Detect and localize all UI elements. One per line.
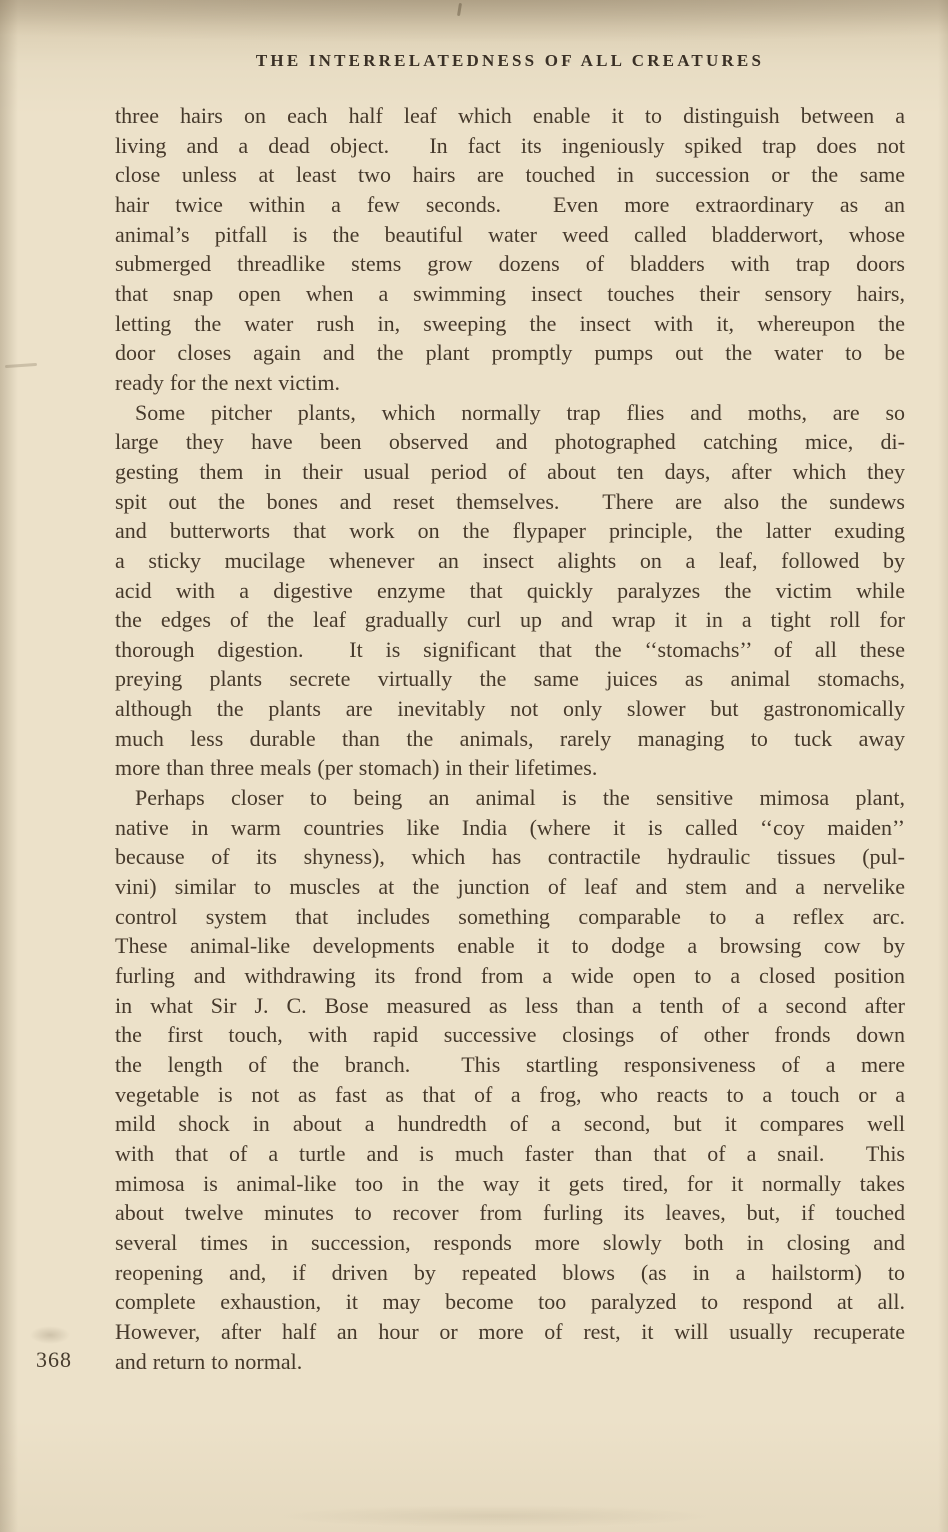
text-line: Some pitcher plants, which normally trap flies and moths, are so bbox=[135, 399, 905, 425]
text-line: although the plants are inevitably not only slower but gastronomically bbox=[115, 696, 905, 722]
text-line: vegetable is not as fast as that of a frog, who reacts to a touch or a bbox=[115, 1081, 905, 1107]
text-line: vini) similar to muscles at the junction of leaf and stem and a nervelike bbox=[115, 874, 905, 900]
text-line: several times in succession, responds more slowly both in closing and bbox=[115, 1229, 905, 1255]
page-number: 368 bbox=[36, 1347, 72, 1372]
text-line: more than three meals (per stomach) in their lifetimes. bbox=[115, 755, 598, 781]
text-line: control system that includes something comparable to a reflex arc. bbox=[115, 903, 905, 929]
text-line: and return to normal. bbox=[115, 1348, 303, 1374]
text-line: in what Sir J. C. Bose measured as less than a tenth of a second after bbox=[115, 992, 905, 1018]
text-line: spit out the bones and reset themselves. There are also the sundews bbox=[115, 488, 905, 514]
text-line: animal’s pitfall is the beautiful water weed called bladderwort, whose bbox=[115, 221, 905, 247]
scan-artifact bbox=[30, 1326, 70, 1344]
running-head: THE INTERRELATEDNESS OF ALL CREATURES bbox=[255, 51, 765, 70]
text-line: These animal-like developments enable it to dodge a browsing cow by bbox=[115, 933, 905, 959]
text-line: mimosa is animal-like too in the way it gets tired, for it normally takes bbox=[115, 1170, 905, 1196]
text-line: Perhaps closer to being an animal is the sensitive mimosa plant, bbox=[135, 785, 905, 811]
text-line: much less durable than the animals, rarely managing to tuck away bbox=[115, 725, 905, 751]
scan-artifact bbox=[457, 3, 462, 16]
text-line: complete exhaustion, it may become too paralyzed to respond at all. bbox=[115, 1289, 905, 1315]
text-line: living and a dead object. In fact its ingeniously spiked trap does not bbox=[115, 132, 905, 158]
text-line: gesting them in their usual period of about ten days, after which they bbox=[115, 458, 905, 484]
text-block bbox=[115, 101, 905, 1376]
scan-artifact bbox=[275, 1505, 715, 1527]
text-line: mild shock in about a hundredth of a second, but it compares well bbox=[115, 1111, 905, 1137]
text-line: thorough digestion. It is significant that the ‘‘stomachs’’ of all these bbox=[115, 636, 905, 662]
text-line: submerged threadlike stems grow dozens of bladders with trap doors bbox=[115, 251, 905, 277]
text-line: native in warm countries like India (where it is called ‘‘coy maiden’’ bbox=[115, 814, 905, 840]
text-line: acid with a digestive enzyme that quickly paralyzes the victim while bbox=[115, 577, 905, 603]
text-line: hair twice within a few seconds. Even more extraordinary as an bbox=[115, 191, 905, 217]
text-line: the first touch, with rapid successive closings of other fronds down bbox=[115, 1022, 905, 1048]
page-left-edge-shading bbox=[0, 0, 18, 1532]
text-line: the length of the branch. This startling responsiveness of a mere bbox=[115, 1052, 905, 1077]
text-line: large they have been observed and photographed catching mice, di- bbox=[115, 429, 905, 455]
text-line: about twelve minutes to recover from furling its leaves, but, if touched bbox=[115, 1200, 905, 1226]
text-line: three hairs on each half leaf which enable it to distinguish between a bbox=[115, 103, 905, 128]
text-line: reopening and, if driven by repeated blows (as in a hailstorm) to bbox=[115, 1259, 905, 1285]
text-line: door closes again and the plant promptly pumps out the water to be bbox=[115, 340, 905, 366]
text-line: letting the water rush in, sweeping the insect with it, whereupon the bbox=[115, 310, 905, 336]
text-line: ready for the next victim. bbox=[115, 369, 340, 395]
text-line: furling and withdrawing its frond from a wide open to a closed position bbox=[115, 963, 905, 989]
text-line: close unless at least two hairs are touched in succession or the same bbox=[115, 162, 905, 188]
text-line: a sticky mucilage whenever an insect alights on a leaf, followed by bbox=[115, 547, 905, 573]
text-line: the edges of the leaf gradually curl up and wrap it in a tight roll for bbox=[115, 607, 905, 633]
text-line: that snap open when a swimming insect touches their sensory hairs, bbox=[115, 280, 905, 306]
text-line: with that of a turtle and is much faster than that of a snail. This bbox=[115, 1140, 905, 1166]
text-line: preying plants secrete virtually the same juices as animal stomachs, bbox=[115, 666, 905, 692]
text-line: However, after half an hour or more of rest, it will usually recuperate bbox=[115, 1318, 905, 1344]
text-line: because of its shyness), which has contractile hydraulic tissues (pul- bbox=[115, 844, 905, 870]
text-line: and butterworts that work on the flypaper principle, the latter exuding bbox=[115, 518, 905, 544]
page-right-edge-shading bbox=[938, 0, 948, 1532]
